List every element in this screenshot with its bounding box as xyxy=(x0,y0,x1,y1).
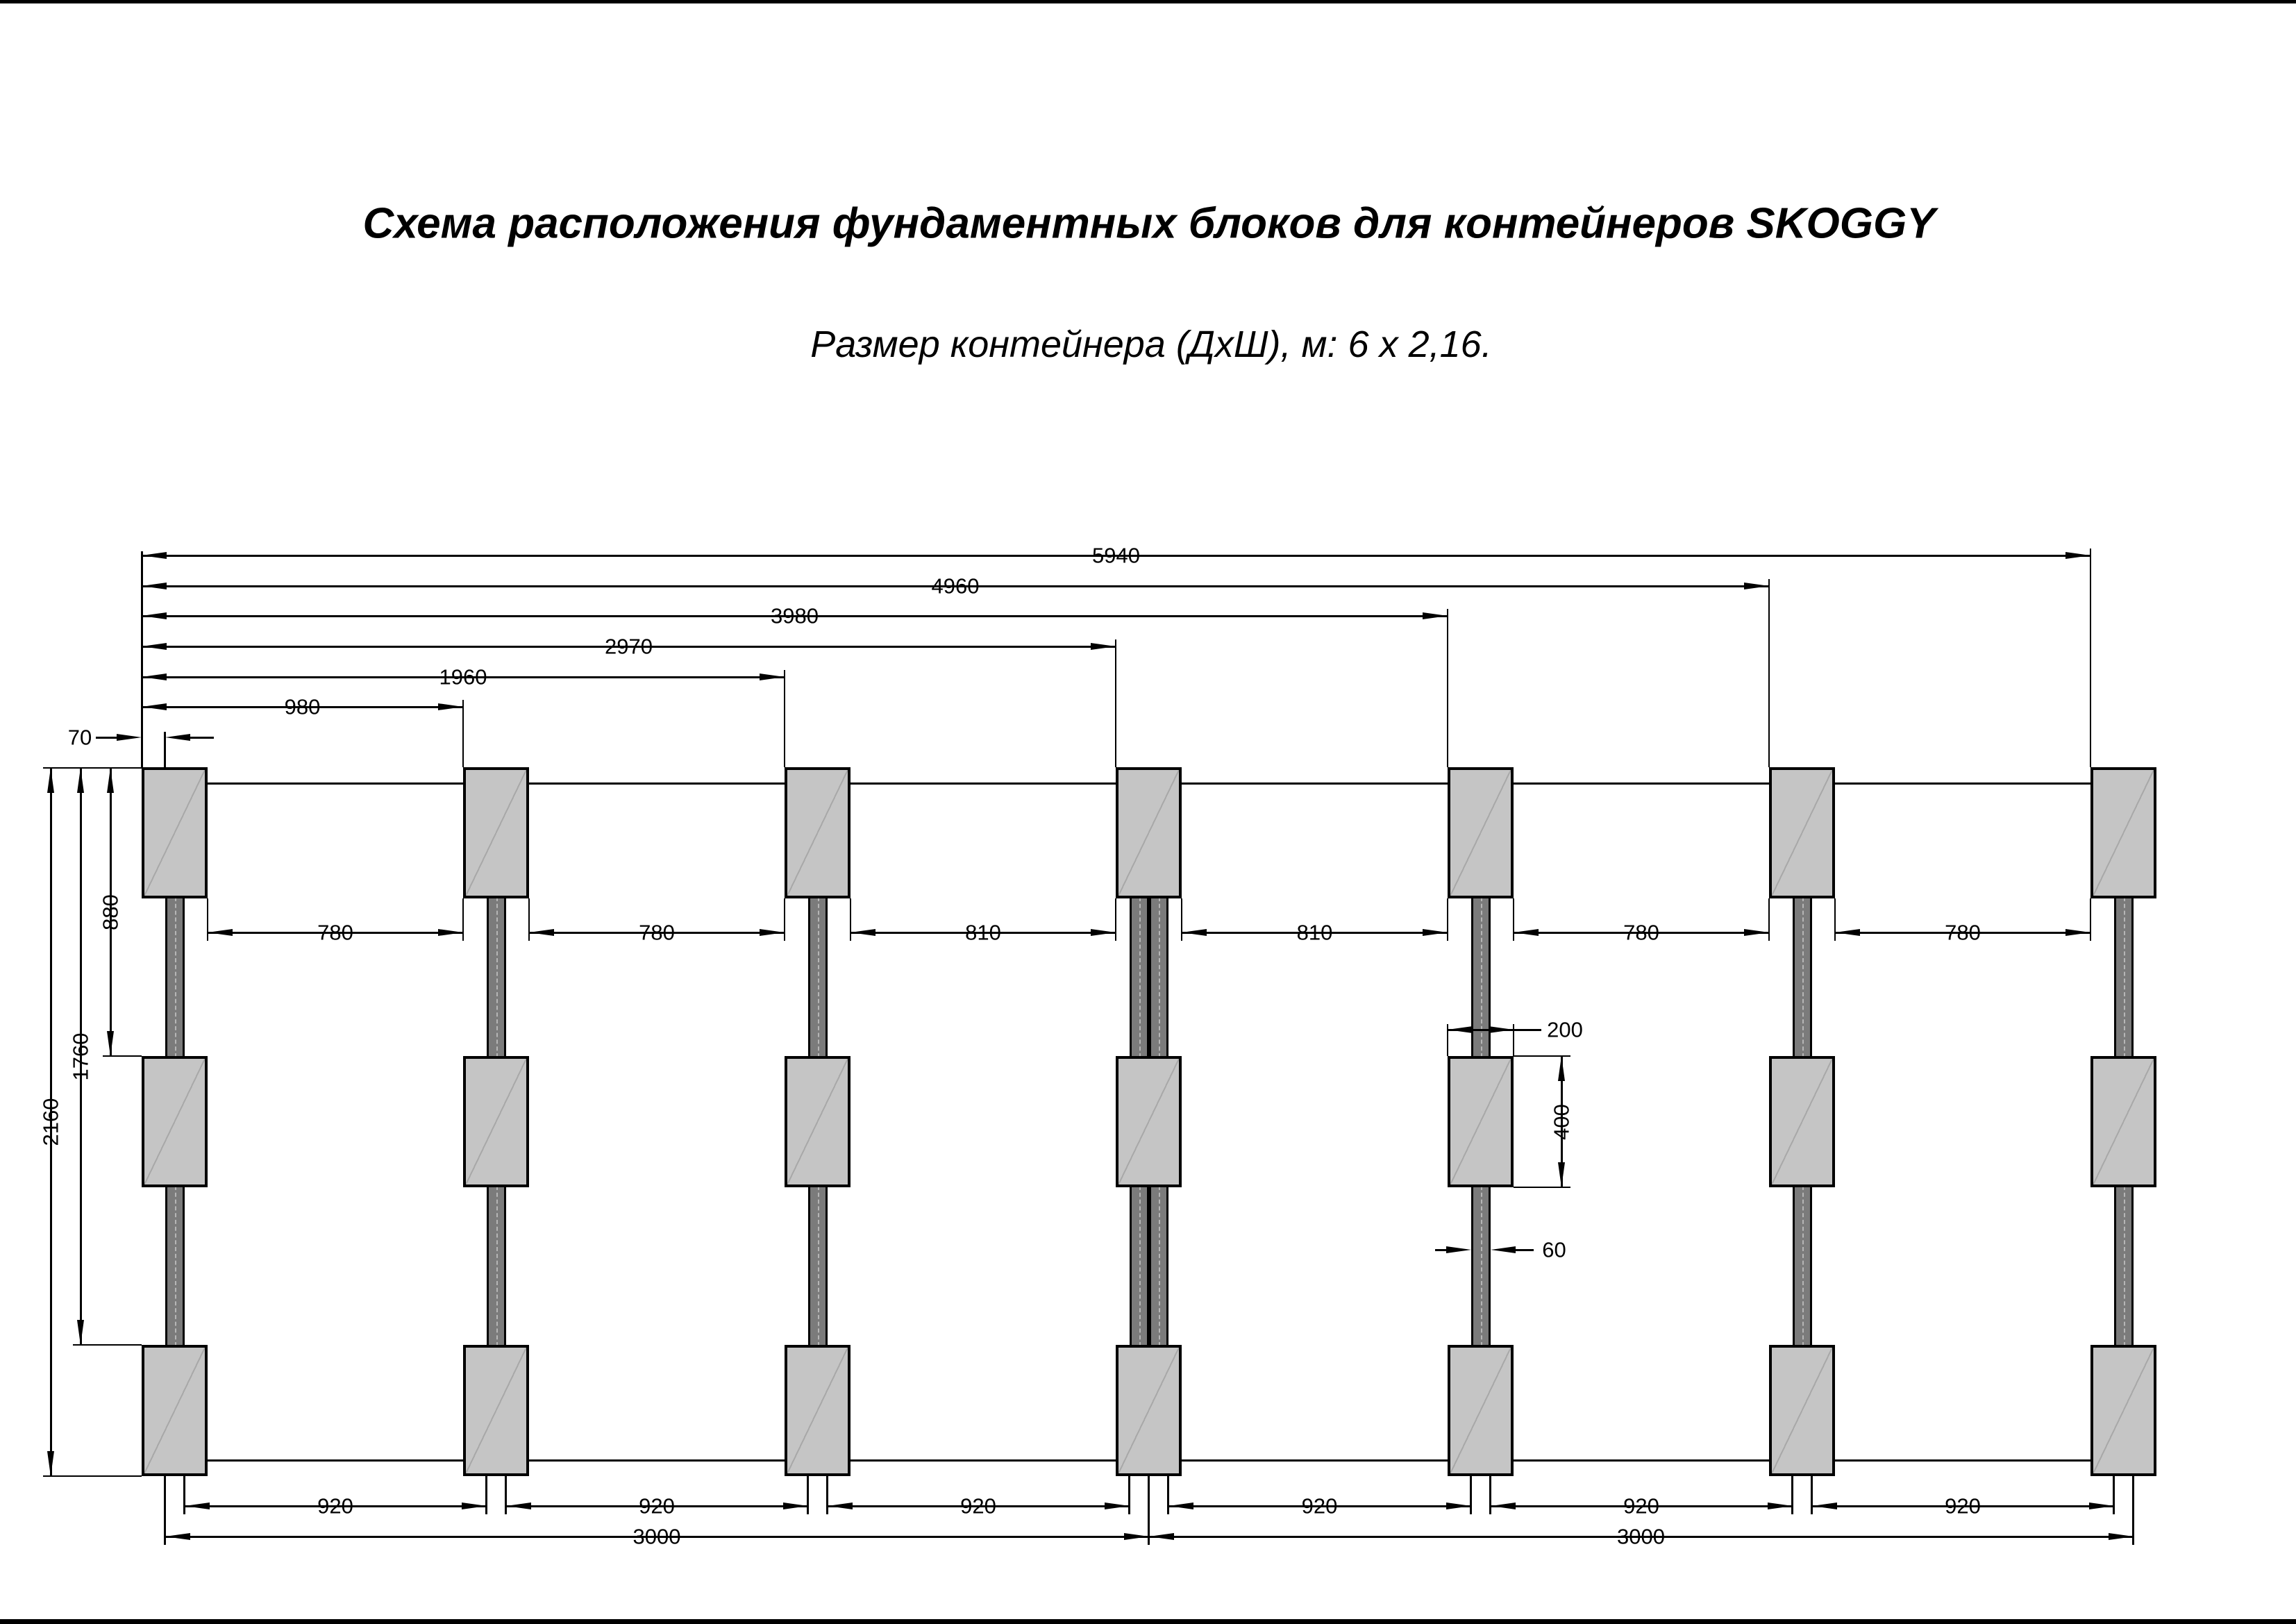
extension-line xyxy=(462,700,464,767)
connecting-beam xyxy=(2114,1186,2134,1346)
beam-centerline xyxy=(2124,897,2125,1057)
connecting-beam-double xyxy=(1149,897,1168,1057)
dim-top-2970-label: 2970 xyxy=(605,634,653,659)
foundation-block-r1c1 xyxy=(142,767,208,898)
dim-block-width-arrow xyxy=(1448,1026,1473,1033)
dim-top-980-label: 980 xyxy=(284,694,321,719)
foundation-block-r1c7 xyxy=(2090,767,2156,898)
dim-top-4960-arrow xyxy=(142,583,167,589)
dim-bottom-gap-1-arrow xyxy=(783,1502,808,1509)
dim-top-4960-label: 4960 xyxy=(931,574,980,598)
dim-bottom-gap-4-arrow xyxy=(1768,1502,1793,1509)
container-outline-segment xyxy=(1180,1459,1449,1462)
container-outline-segment xyxy=(1834,1459,2092,1462)
connecting-beam xyxy=(487,1186,506,1346)
dim-bottom-gap-2-arrow xyxy=(1105,1502,1130,1509)
extension-line xyxy=(1447,609,1449,767)
container-outline-segment xyxy=(206,1459,464,1462)
extension-line xyxy=(1447,1024,1449,1056)
dim-bottom-total-0-arrow xyxy=(1124,1533,1149,1540)
extension-line xyxy=(2090,549,2092,767)
dim-top-1960-arrow xyxy=(142,673,167,680)
container-outline-segment xyxy=(849,1459,1117,1462)
dim-gap-1-label: 780 xyxy=(639,920,675,945)
dim-top-3980-label: 3980 xyxy=(771,603,819,628)
dim-gap-2-arrow xyxy=(1091,929,1116,936)
dim-top-980-arrow xyxy=(438,703,463,710)
dim-top-5940-arrow xyxy=(142,552,167,559)
foundation-block-r3c2 xyxy=(463,1345,529,1476)
dim-bottom-total-1-arrow xyxy=(2109,1533,2134,1540)
connecting-beam xyxy=(808,897,828,1057)
extension-line xyxy=(73,1344,142,1346)
dim-bottom-gap-0-arrow xyxy=(185,1502,210,1509)
dim-gap-3-arrow xyxy=(1423,929,1448,936)
extension-line xyxy=(164,732,166,767)
beam-centerline xyxy=(175,897,176,1057)
extension-line xyxy=(1768,898,1770,941)
extension-line xyxy=(528,898,530,941)
dim-gap-5-arrow xyxy=(1835,929,1860,936)
beam-centerline xyxy=(175,1186,176,1346)
dim-top-3980-arrow xyxy=(142,612,167,619)
beam-centerline xyxy=(1159,1186,1160,1346)
foundation-block-r3c7 xyxy=(2090,1345,2156,1476)
connecting-beam xyxy=(808,1186,828,1346)
beam-centerline xyxy=(1481,1186,1482,1346)
extension-line xyxy=(850,898,852,941)
container-outline-segment xyxy=(1512,1459,1770,1462)
dim-left-2160-arrow xyxy=(47,1451,54,1476)
foundation-block-r3c3 xyxy=(785,1345,850,1476)
dim-gap-2-label: 810 xyxy=(965,920,1001,945)
foundation-block-r2c1 xyxy=(142,1056,208,1187)
dim-gap-5-label: 780 xyxy=(1945,920,1981,945)
dim-bottom-gap-5-arrow xyxy=(2089,1502,2114,1509)
dim-bottom-gap-3-arrow xyxy=(1446,1502,1471,1509)
foundation-block-r1c5 xyxy=(1448,767,1514,898)
dim-left-1760-arrow xyxy=(77,1320,84,1345)
dim-top-1960-label: 1960 xyxy=(439,664,487,689)
dim-bottom-gap-0-label: 920 xyxy=(317,1493,353,1518)
beam-centerline xyxy=(1802,1186,1804,1346)
foundation-block-r1c2 xyxy=(463,767,529,898)
extension-line xyxy=(1834,898,1836,941)
foundation-block-r2c3 xyxy=(785,1056,850,1187)
extension-line xyxy=(1513,898,1515,941)
dim-block-width-label: 200 xyxy=(1547,1017,1583,1042)
dim-beam-width-tail xyxy=(1516,1249,1534,1251)
drawing-subtitle: Размер контейнера (ДхШ), м: 6 х 2,16. xyxy=(810,324,1492,365)
dim-top-2970-arrow xyxy=(1091,643,1116,650)
dim-gap-4-arrow xyxy=(1514,929,1539,936)
dim-block-height-arrow xyxy=(1558,1056,1565,1081)
dim-offset-arrow xyxy=(117,734,142,741)
foundation-block-r2c4 xyxy=(1116,1056,1182,1187)
beam-centerline xyxy=(2124,1186,2125,1346)
dim-left-1760-arrow xyxy=(77,768,84,793)
dim-left-880-arrow xyxy=(107,768,114,793)
dim-top-3980-arrow xyxy=(1423,612,1448,619)
dim-gap-1-arrow xyxy=(760,929,785,936)
dim-top-4960-arrow xyxy=(1744,583,1769,589)
extension-line xyxy=(1115,898,1117,941)
extension-line-top xyxy=(43,767,142,769)
beam-centerline xyxy=(1139,1186,1141,1346)
foundation-block-r1c6 xyxy=(1769,767,1835,898)
dim-bottom-gap-5-arrow xyxy=(1812,1502,1837,1509)
extension-line xyxy=(784,898,786,941)
dim-top-5940-label: 5940 xyxy=(1092,543,1140,568)
foundation-block-r2c2 xyxy=(463,1056,529,1187)
dim-block-width-tail xyxy=(1514,1029,1541,1031)
foundation-block-r3c5 xyxy=(1448,1345,1514,1476)
dim-top-2970-arrow xyxy=(142,643,167,650)
beam-centerline xyxy=(1802,897,1804,1057)
dim-bottom-gap-1-arrow xyxy=(506,1502,531,1509)
connecting-beam xyxy=(165,897,185,1057)
dim-offset-arrow xyxy=(165,734,190,741)
dim-left-2160-arrow xyxy=(47,768,54,793)
connecting-beam xyxy=(487,897,506,1057)
dim-bottom-gap-3-label: 920 xyxy=(1301,1493,1338,1518)
dim-left-2160-label: 2160 xyxy=(38,1098,63,1146)
foundation-block-r3c1 xyxy=(142,1345,208,1476)
foundation-block-r3c6 xyxy=(1769,1345,1835,1476)
dim-gap-0-arrow xyxy=(438,929,463,936)
connecting-beam xyxy=(1471,897,1491,1057)
beam-centerline xyxy=(496,1186,498,1346)
container-outline-segment xyxy=(528,782,786,785)
beam-centerline xyxy=(496,897,498,1057)
dim-bottom-gap-4-label: 920 xyxy=(1623,1493,1659,1518)
dim-gap-1-arrow xyxy=(529,929,554,936)
extension-line xyxy=(103,1055,142,1057)
dim-gap-0-arrow xyxy=(208,929,233,936)
dim-top-980-arrow xyxy=(142,703,167,710)
dim-bottom-gap-3-arrow xyxy=(1168,1502,1193,1509)
dim-left-1760-label: 1760 xyxy=(68,1032,93,1080)
connecting-beam xyxy=(165,1186,185,1346)
dim-gap-3-arrow xyxy=(1182,929,1207,936)
connecting-beam-double xyxy=(1130,897,1149,1057)
foundation-block-r1c4 xyxy=(1116,767,1182,898)
extension-line xyxy=(1181,898,1183,941)
container-outline-segment xyxy=(528,1459,786,1462)
beam-centerline xyxy=(1481,897,1482,1057)
dim-beam-width-arrow xyxy=(1491,1246,1516,1253)
dim-offset-label: 70 xyxy=(67,725,92,750)
connecting-beam xyxy=(2114,897,2134,1057)
container-outline-segment xyxy=(206,782,464,785)
dim-beam-width-arrow xyxy=(1446,1246,1471,1253)
dim-gap-4-arrow xyxy=(1744,929,1769,936)
extension-line xyxy=(784,670,786,767)
beam-centerline xyxy=(1139,897,1141,1057)
dim-left-880-label: 880 xyxy=(98,894,123,930)
extension-line xyxy=(2090,898,2092,941)
beam-centerline xyxy=(1159,897,1160,1057)
dim-bottom-total-0-label: 3000 xyxy=(632,1524,681,1549)
dim-gap-2-arrow xyxy=(850,929,875,936)
connecting-beam xyxy=(1793,1186,1812,1346)
dim-beam-width-tail xyxy=(1435,1249,1446,1251)
dim-beam-width-label: 60 xyxy=(1542,1237,1566,1262)
dim-bottom-gap-0-arrow xyxy=(462,1502,487,1509)
connecting-beam xyxy=(1793,897,1812,1057)
dim-bottom-gap-2-arrow xyxy=(828,1502,853,1509)
extension-line xyxy=(1447,898,1449,941)
drawing-title: Схема расположения фундаментных блоков для контейнеров SKOGGY xyxy=(362,199,1936,248)
extension-line xyxy=(1768,579,1770,767)
dim-block-height-label: 400 xyxy=(1549,1103,1574,1140)
extension-line xyxy=(462,898,464,941)
connecting-beam-double xyxy=(1130,1186,1149,1346)
dim-block-height-arrow xyxy=(1558,1162,1565,1187)
foundation-block-r3c4 xyxy=(1116,1345,1182,1476)
dim-bottom-total-0-arrow xyxy=(165,1533,190,1540)
dim-offset-tail xyxy=(96,737,117,739)
foundation-block-r1c3 xyxy=(785,767,850,898)
dim-top-5940-arrow xyxy=(2065,552,2090,559)
dim-bottom-gap-1-label: 920 xyxy=(639,1493,675,1518)
connecting-beam-double xyxy=(1149,1186,1168,1346)
dim-bottom-total-1-arrow xyxy=(1149,1533,1174,1540)
extension-line xyxy=(43,1475,142,1477)
dim-gap-0-label: 780 xyxy=(317,920,353,945)
dim-left-880-arrow xyxy=(107,1031,114,1056)
foundation-block-r2c7 xyxy=(2090,1056,2156,1187)
extension-line xyxy=(1513,1024,1515,1056)
dim-top-1960-arrow xyxy=(760,673,785,680)
dim-gap-4-label: 780 xyxy=(1623,920,1659,945)
beam-centerline xyxy=(818,897,819,1057)
beam-centerline xyxy=(818,1186,819,1346)
container-outline-segment xyxy=(1834,782,2092,785)
dim-block-width-arrow xyxy=(1489,1026,1514,1033)
container-outline-segment xyxy=(849,782,1117,785)
dim-gap-3-label: 810 xyxy=(1296,920,1333,945)
container-outline-segment xyxy=(1180,782,1449,785)
foundation-block-r2c6 xyxy=(1769,1056,1835,1187)
container-outline-segment xyxy=(1512,782,1770,785)
dim-offset-tail xyxy=(190,737,214,739)
dim-bottom-gap-2-label: 920 xyxy=(960,1493,996,1518)
foundation-block-r2c5 xyxy=(1448,1056,1514,1187)
dim-bottom-gap-4-arrow xyxy=(1491,1502,1516,1509)
dim-bottom-total-1-label: 3000 xyxy=(1617,1524,1665,1549)
dim-bottom-gap-5-label: 920 xyxy=(1945,1493,1981,1518)
extension-line xyxy=(1115,639,1117,767)
connecting-beam xyxy=(1471,1186,1491,1346)
extension-line xyxy=(207,898,209,941)
dim-gap-5-arrow xyxy=(2065,929,2090,936)
